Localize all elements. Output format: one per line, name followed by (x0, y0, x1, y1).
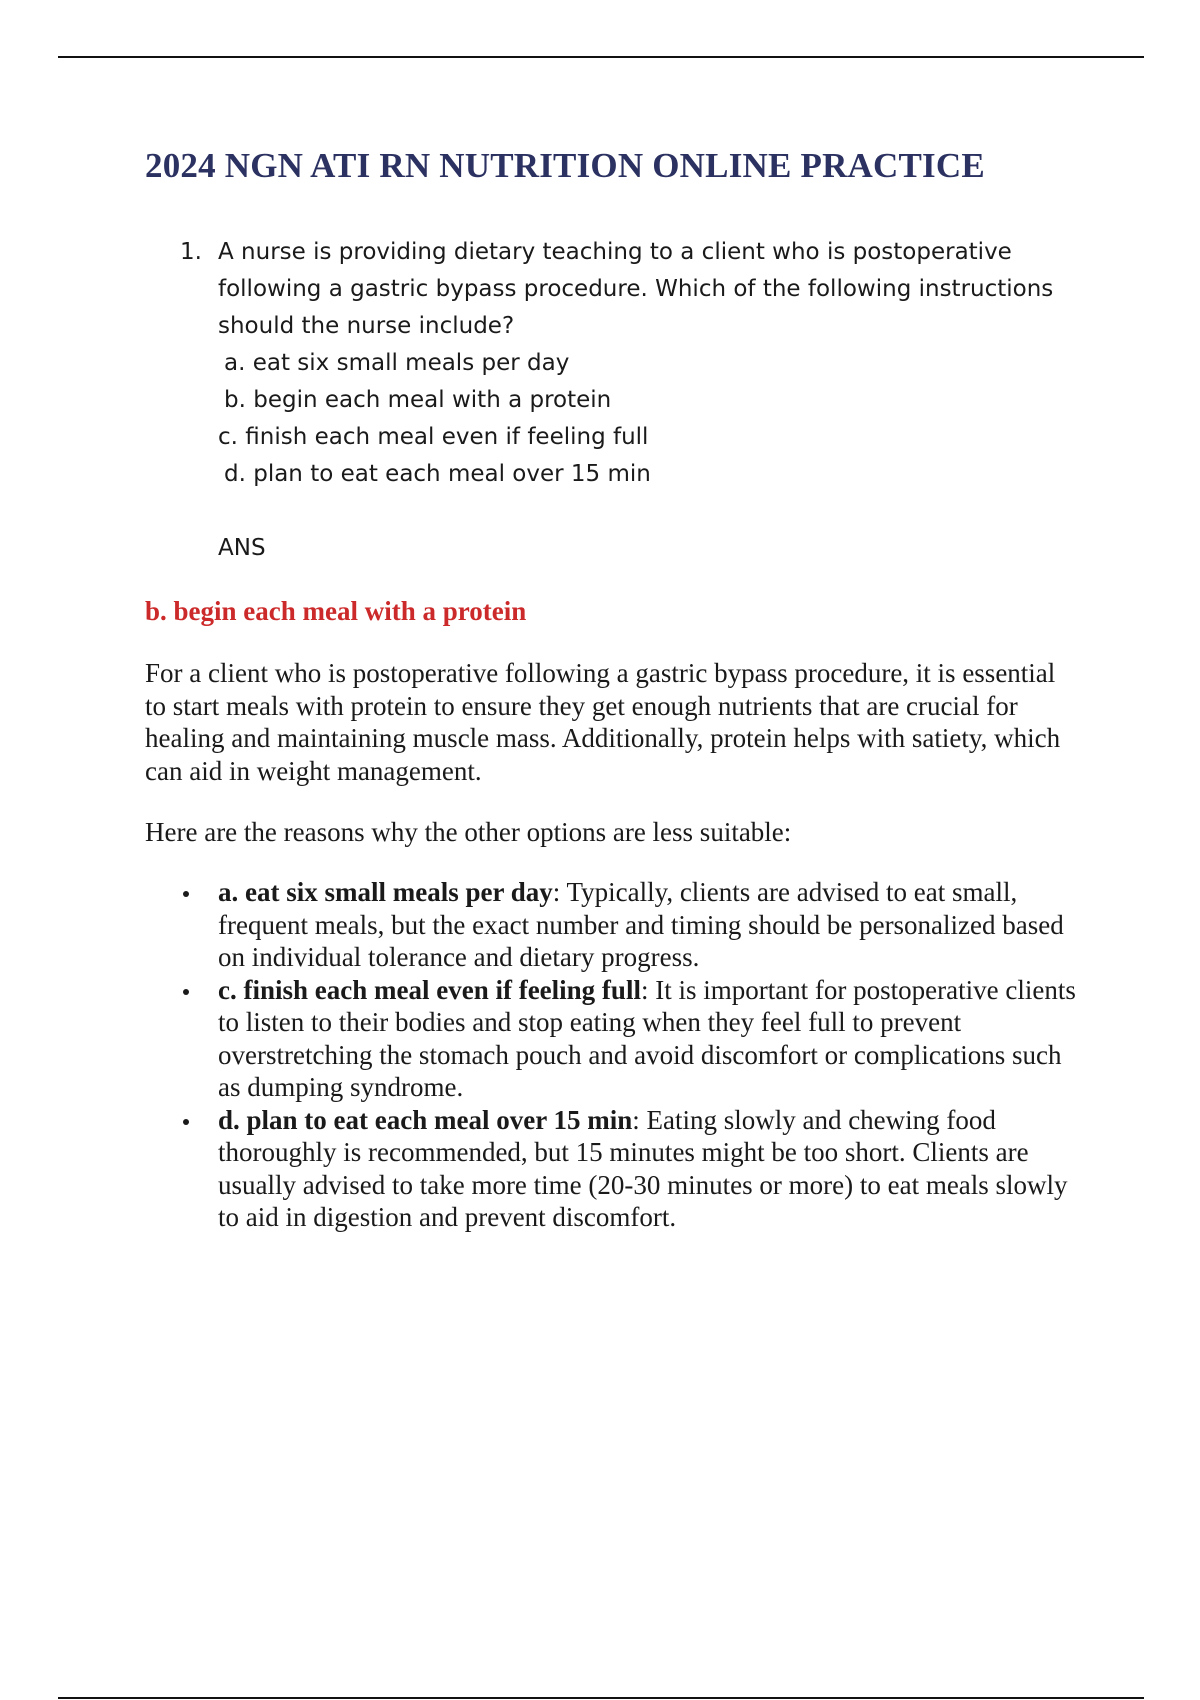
reason-title: c. finish each meal even if feeling full (218, 974, 641, 1005)
question-block (180, 234, 1080, 567)
reasons-intro: Here are the reasons why the other options are less suitable: (145, 817, 792, 847)
reason-text: : It is important for postoperative clients to listen to their bodies and stop eating when they feel full to prevent overstretching the stomach pouch and avoid discomfort or complications such as dumping syndrome. (218, 974, 1076, 1102)
option-c: c. finish each meal even if feeling full (218, 424, 649, 450)
reason-title: a. eat six small meals per day (218, 877, 553, 907)
correct-answer: b. begin each meal with a protein (145, 596, 527, 626)
answer-label: ANS (218, 535, 266, 561)
top-rule (58, 56, 1144, 58)
question-text: A nurse is providing dietary teaching to a client who is postoperative following a gastric bypass procedure. Which of the following instructions should the nurse include? (218, 239, 1054, 339)
bottom-rule (58, 1697, 1144, 1699)
question-number: 1. (180, 239, 202, 265)
page-title: 2024 NGN ATI RN NUTRITION ONLINE PRACTICE (145, 146, 985, 185)
reason-text: : Eating slowly and chewing food thoroughly is recommended, but 15 minutes might be too short. Clients are usually advised to take more time (20-30 minutes or more) to eat meals slowly to aid in digestion and prevent discomfort. (218, 1104, 1068, 1232)
list-item (145, 876, 1085, 974)
list-item (145, 1104, 1085, 1234)
option-a: a. eat six small meals per day (224, 350, 570, 376)
option-d: d. plan to eat each meal over 15 min (224, 461, 651, 487)
reasons-list (145, 876, 1085, 1234)
reason-title: d. plan to eat each meal over 15 min (218, 1104, 633, 1135)
explanation-paragraph: For a client who is postoperative following a gastric bypass procedure, it is essential to start meals with protein to ensure they get enough nutrients that are crucial for healing and maintaining muscle mass. Additionally, protein helps with satiety, which can aid in weight management. (145, 658, 1061, 786)
bullet-icon (183, 891, 189, 897)
bullet-icon (183, 989, 189, 995)
reason-text: : Typically, clients are advised to eat small, frequent meals, but the exact number and timing should be personalized based on individual tolerance and dietary progress. (218, 877, 1064, 972)
option-b: b. begin each meal with a protein (224, 387, 612, 413)
bullet-icon (183, 1119, 189, 1125)
list-item (145, 974, 1085, 1104)
